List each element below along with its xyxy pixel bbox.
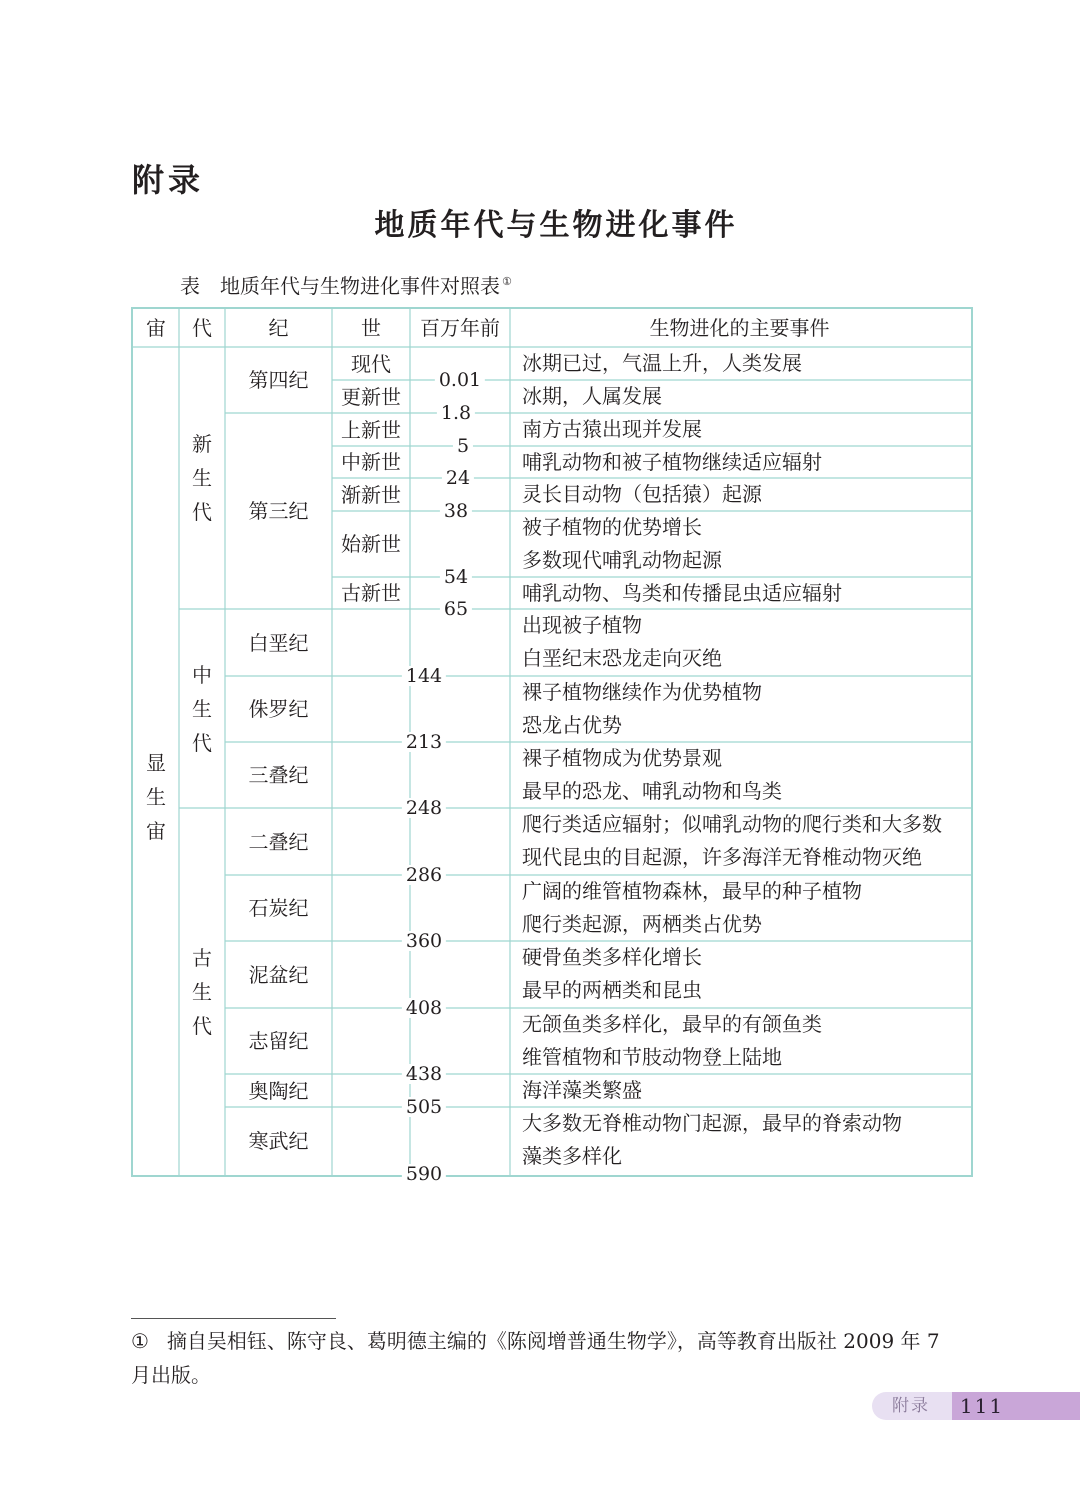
era-char: 新 [192,432,212,456]
header-eon: 宙 [146,316,166,340]
event-line: 海洋藻类繁盛 [522,1078,642,1102]
epoch-pleistocene: 更新世 [341,384,401,409]
age-value: 505 [402,1097,446,1117]
age-value: 286 [402,865,446,885]
epoch-oligocene: 渐新世 [341,482,401,507]
eon-char: 生 [146,785,166,809]
footer-section-label: 附录 [892,1396,930,1416]
event-cell [522,347,802,380]
event-line: 冰期，人属发展 [522,384,662,408]
era-char: 古 [192,945,212,970]
period-cambrian: 寒武纪 [248,1129,309,1153]
event-line: 裸子植物成为优势景观 [522,746,722,770]
event-line: 冰期已过，气温上升，人类发展 [522,351,802,375]
age-value: 1.8 [437,403,475,423]
geologic-time-table [131,307,973,1185]
event-line: 爬行类起源，两栖类占优势 [522,912,762,936]
event-cell [522,478,762,511]
footnote-rule [131,1318,336,1319]
footnote [131,1324,961,1392]
event-line: 哺乳动物和被子植物继续适应辐射 [522,450,822,474]
footnote-marker: ① [131,1329,149,1353]
eon-char: 宙 [146,819,166,843]
footnote-text: 摘自吴相钰、陈守良、葛明德主编的《陈阅增普通生物学》，高等教育出版社 2009 年 7 月出版。 [131,1329,940,1387]
event-line: 南方古猿出现并发展 [522,417,702,441]
epoch-eocene: 始新世 [341,532,401,556]
age-value: 38 [440,501,472,521]
epoch-miocene: 中新世 [341,450,401,474]
header-epoch: 世 [361,316,381,340]
age-value: 24 [442,468,474,488]
era-char: 代 [192,500,212,524]
era-char: 生 [192,979,212,1004]
age-value: 360 [402,931,446,951]
period-triassic: 三叠纪 [248,763,309,787]
page-title: 地质年代与生物进化事件 [374,208,738,243]
event-line: 现代昆虫的目起源，许多海洋无脊椎动物灭绝 [522,845,922,869]
event-line: 恐龙占优势 [522,713,622,737]
era-char: 代 [192,730,212,755]
epoch-recent: 现代 [351,351,391,376]
era-char: 中 [192,662,212,687]
age-value: 438 [402,1064,446,1084]
event-line: 大多数无脊椎动物门起源，最早的脊索动物 [522,1111,902,1135]
event-cell [522,1008,822,1074]
period-quaternary: 第四纪 [248,368,309,392]
event-cell [522,1107,902,1173]
era-paleozoic [179,808,225,1175]
event-line: 最早的两栖类和昆虫 [522,978,702,1002]
era-cenozoic [179,347,225,609]
period-permian: 二叠纪 [248,829,309,854]
header-era: 代 [192,316,212,340]
event-cell [522,413,702,446]
event-line: 硬骨鱼类多样化增长 [522,945,702,969]
header-mya: 百万年前 [420,316,500,340]
caption-note-marker: ① [502,275,512,288]
period-ordovician: 奥陶纪 [248,1078,309,1103]
epoch-pliocene: 上新世 [341,417,401,442]
period-carboniferous: 石炭纪 [248,896,309,920]
age-value: 65 [440,599,472,619]
header-period: 纪 [268,316,289,340]
era-char: 生 [192,466,212,490]
period-cretaceous: 白垩纪 [248,630,309,655]
period-devonian: 泥盆纪 [248,962,309,987]
age-value: 5 [453,436,473,456]
header-events: 生物进化的主要事件 [649,316,830,340]
event-cell [522,808,942,874]
age-value: 590 [402,1164,446,1184]
epoch-paleocene: 古新世 [341,581,401,605]
event-line: 裸子植物继续作为优势植物 [522,680,762,704]
event-line: 维管植物和节肢动物登上陆地 [522,1045,782,1069]
period-jurassic: 侏罗纪 [248,697,309,721]
event-line: 最早的恐龙、哺乳动物和鸟类 [522,779,782,803]
event-line: 藻类多样化 [522,1144,622,1168]
event-cell [522,941,702,1007]
event-line: 灵长目动物（包括猿）起源 [522,482,762,506]
period-silurian: 志留纪 [248,1029,309,1053]
event-line: 多数现代哺乳动物起源 [522,548,722,572]
event-cell [522,676,762,742]
event-line: 无颌鱼类多样化，最早的有颌鱼类 [522,1012,822,1036]
era-mesozoic [179,609,225,808]
age-value: 144 [402,666,446,686]
event-cell [522,1074,642,1107]
event-cell [522,380,662,413]
age-value: 213 [402,732,446,752]
event-cell [522,446,822,479]
period-tertiary: 第三纪 [248,499,309,523]
event-line: 广阔的维管植物森林，最早的种子植物 [522,879,862,903]
event-cell [522,609,722,675]
event-cell [522,511,722,577]
event-cell [522,742,782,808]
event-line: 哺乳动物、鸟类和传播昆虫适应辐射 [522,581,842,605]
event-line: 白垩纪末恐龙走向灭绝 [522,646,722,670]
event-line: 被子植物的优势增长 [522,515,702,539]
age-value: 408 [402,998,446,1018]
event-cell [522,577,842,610]
caption-text: 地质年代与生物进化事件对照表 [220,274,500,298]
eon-phanerozoic [133,347,179,1175]
age-value: 248 [402,798,446,818]
event-line: 爬行类适应辐射；似哺乳动物的爬行类和大多数 [522,812,942,836]
table-caption [180,270,512,299]
event-cell [522,875,862,941]
age-value: 54 [440,567,472,587]
page-number: 111 [959,1394,1005,1418]
eon-char: 显 [146,751,166,775]
era-char: 生 [192,696,212,721]
event-line: 出现被子植物 [522,613,642,637]
caption-label: 表 [180,274,200,298]
era-char: 代 [192,1013,212,1038]
age-value: 0.01 [435,370,485,390]
section-heading: 附录 [132,161,205,199]
